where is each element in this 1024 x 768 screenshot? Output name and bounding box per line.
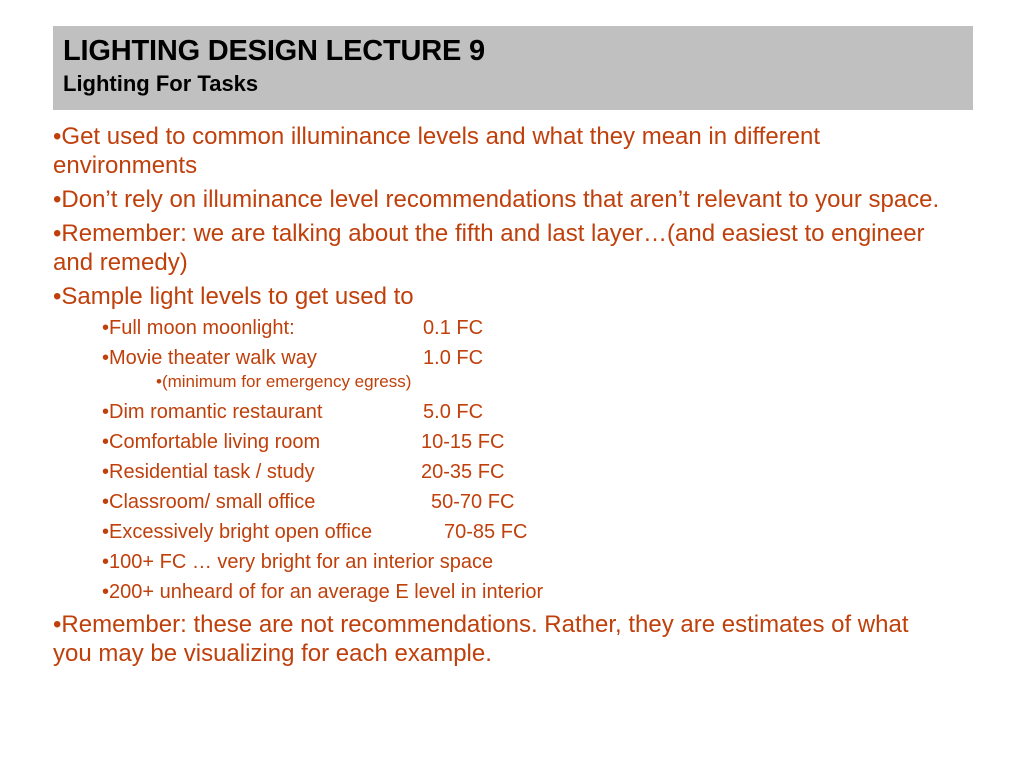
closing-bullet xyxy=(53,610,953,668)
bullet-glyph: • xyxy=(102,401,110,423)
bullet-text: Don’t rely on illuminance level recommendations that aren’t relevant to your space. xyxy=(61,186,940,213)
light-level-label: Full moon moonlight: xyxy=(109,317,295,339)
bullet-glyph: • xyxy=(102,347,110,369)
slide-title: LIGHTING DESIGN LECTURE 9 xyxy=(63,35,485,67)
light-level-label: Movie theater walk way xyxy=(109,347,317,369)
light-level-label: Residential task / study xyxy=(109,461,315,483)
bullet-glyph: • xyxy=(102,491,110,513)
light-level-value: 20-35 FC xyxy=(421,461,505,483)
header-box xyxy=(53,26,973,110)
bullet-text: Remember: we are talking about the fifth and last layer…(and easiest to engineer and remedy) xyxy=(53,220,925,276)
bullet-glyph: • xyxy=(102,317,110,339)
light-level-note xyxy=(156,372,953,392)
slide-subtitle: Lighting For Tasks xyxy=(63,71,259,96)
note-text: (minimum for emergency egress) xyxy=(161,372,412,391)
bullet-glyph: • xyxy=(53,220,62,247)
light-level-item xyxy=(102,316,953,340)
bullet-text: Remember: these are not recommendations. Rather, they are estimates of what you may be visualizing for each example. xyxy=(53,611,909,667)
bullet-point xyxy=(53,282,953,311)
bullet-glyph: • xyxy=(102,581,110,603)
light-level-item xyxy=(102,550,953,574)
light-level-item xyxy=(102,580,953,604)
light-level-value: 1.0 FC xyxy=(423,347,484,369)
bullet-text: Sample light levels to get used to xyxy=(61,283,414,310)
light-level-item xyxy=(102,430,953,454)
light-level-item xyxy=(102,490,953,514)
bullet-glyph: • xyxy=(102,431,110,453)
light-level-text: 200+ unheard of for an average E level in interior xyxy=(109,581,544,603)
light-level-item xyxy=(102,346,953,370)
light-level-value: 50-70 FC xyxy=(431,491,515,513)
bullet-text: Get used to common illuminance levels and what they mean in different environments xyxy=(53,123,821,179)
bullet-glyph: • xyxy=(102,461,110,483)
slide-body xyxy=(53,122,953,673)
bullet-point xyxy=(53,219,953,277)
light-level-item xyxy=(102,520,953,544)
bullet-point xyxy=(53,185,953,214)
bullet-glyph: • xyxy=(53,186,62,213)
light-level-value: 5.0 FC xyxy=(423,401,484,423)
bullet-glyph: • xyxy=(102,521,110,543)
light-level-value: 0.1 FC xyxy=(423,317,484,339)
light-level-label: Comfortable living room xyxy=(109,431,321,453)
bullet-glyph: • xyxy=(53,283,62,310)
light-level-value: 10-15 FC xyxy=(421,431,505,453)
light-level-value: 70-85 FC xyxy=(444,521,528,543)
light-level-label: Classroom/ small office xyxy=(109,491,316,513)
bullet-glyph: • xyxy=(102,551,110,573)
light-level-item xyxy=(102,400,953,424)
bullet-glyph: • xyxy=(156,372,162,391)
bullet-glyph: • xyxy=(53,611,62,638)
light-level-label: Excessively bright open office xyxy=(109,521,373,543)
light-level-item xyxy=(102,460,953,484)
light-level-text: 100+ FC … very bright for an interior space xyxy=(109,551,494,573)
bullet-point xyxy=(53,122,953,180)
light-level-label: Dim romantic restaurant xyxy=(109,401,323,423)
bullet-glyph: • xyxy=(53,123,62,150)
